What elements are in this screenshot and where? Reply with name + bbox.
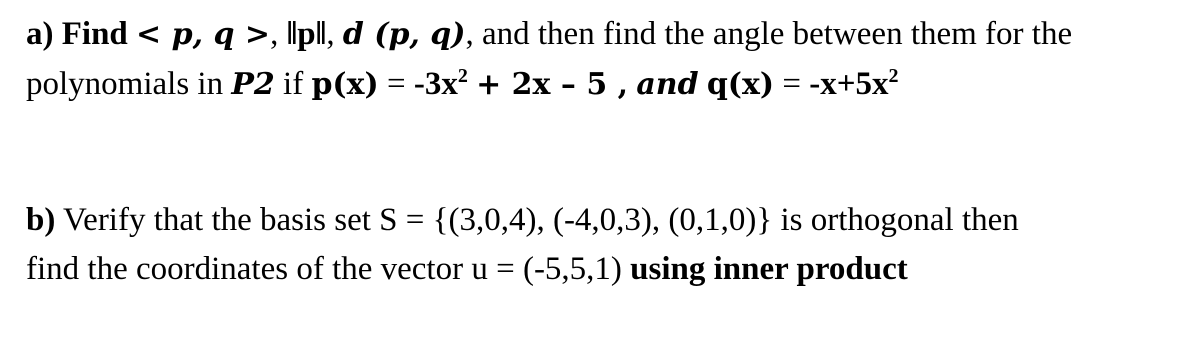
part-b-line-2 <box>26 249 908 289</box>
q-definition: q(x) <box>706 67 775 102</box>
part-a-label: a) <box>26 16 54 52</box>
part-b-text-2: find the coordinates of the vector u = (-5,5,1) <box>26 251 631 287</box>
part-b-text-1: Verify that the basis set S = {(3,0,4), (-4,0,3), (0,1,0)} is orthogonal then <box>63 202 1019 238</box>
part-a-text-2: polynomials in <box>26 66 224 102</box>
separator-comma: , <box>270 16 279 52</box>
q-expression: -x+5x <box>809 66 889 102</box>
p-expression-a: -3x <box>413 66 458 102</box>
part-b-emphasis: using inner product <box>630 251 908 287</box>
inner-product-notation: < p, q > <box>136 17 271 52</box>
distance-notation: d (p, q) <box>342 17 466 52</box>
exponent: 2 <box>888 65 899 87</box>
exponent: 2 <box>457 65 468 87</box>
part-b-line-1 <box>26 200 1019 240</box>
p-expression-b: + 2x – 5 , <box>476 67 629 102</box>
part-a-line-1 <box>26 14 1072 55</box>
part-a-line-2 <box>26 64 899 105</box>
find-word: Find <box>61 16 128 52</box>
if-word: if <box>283 66 304 102</box>
norm-notation: ‖p‖ <box>286 16 327 52</box>
part-b-label: b) <box>26 202 56 238</box>
and-word: and <box>636 67 699 102</box>
part-a-text-1: , and then find the angle between them for the <box>465 16 1073 52</box>
space-name: P2 <box>231 67 275 102</box>
equals-sign: = <box>386 66 406 102</box>
p-definition: p(x) <box>311 67 379 102</box>
separator-comma: , <box>326 16 335 52</box>
equals-sign: = <box>782 66 801 102</box>
